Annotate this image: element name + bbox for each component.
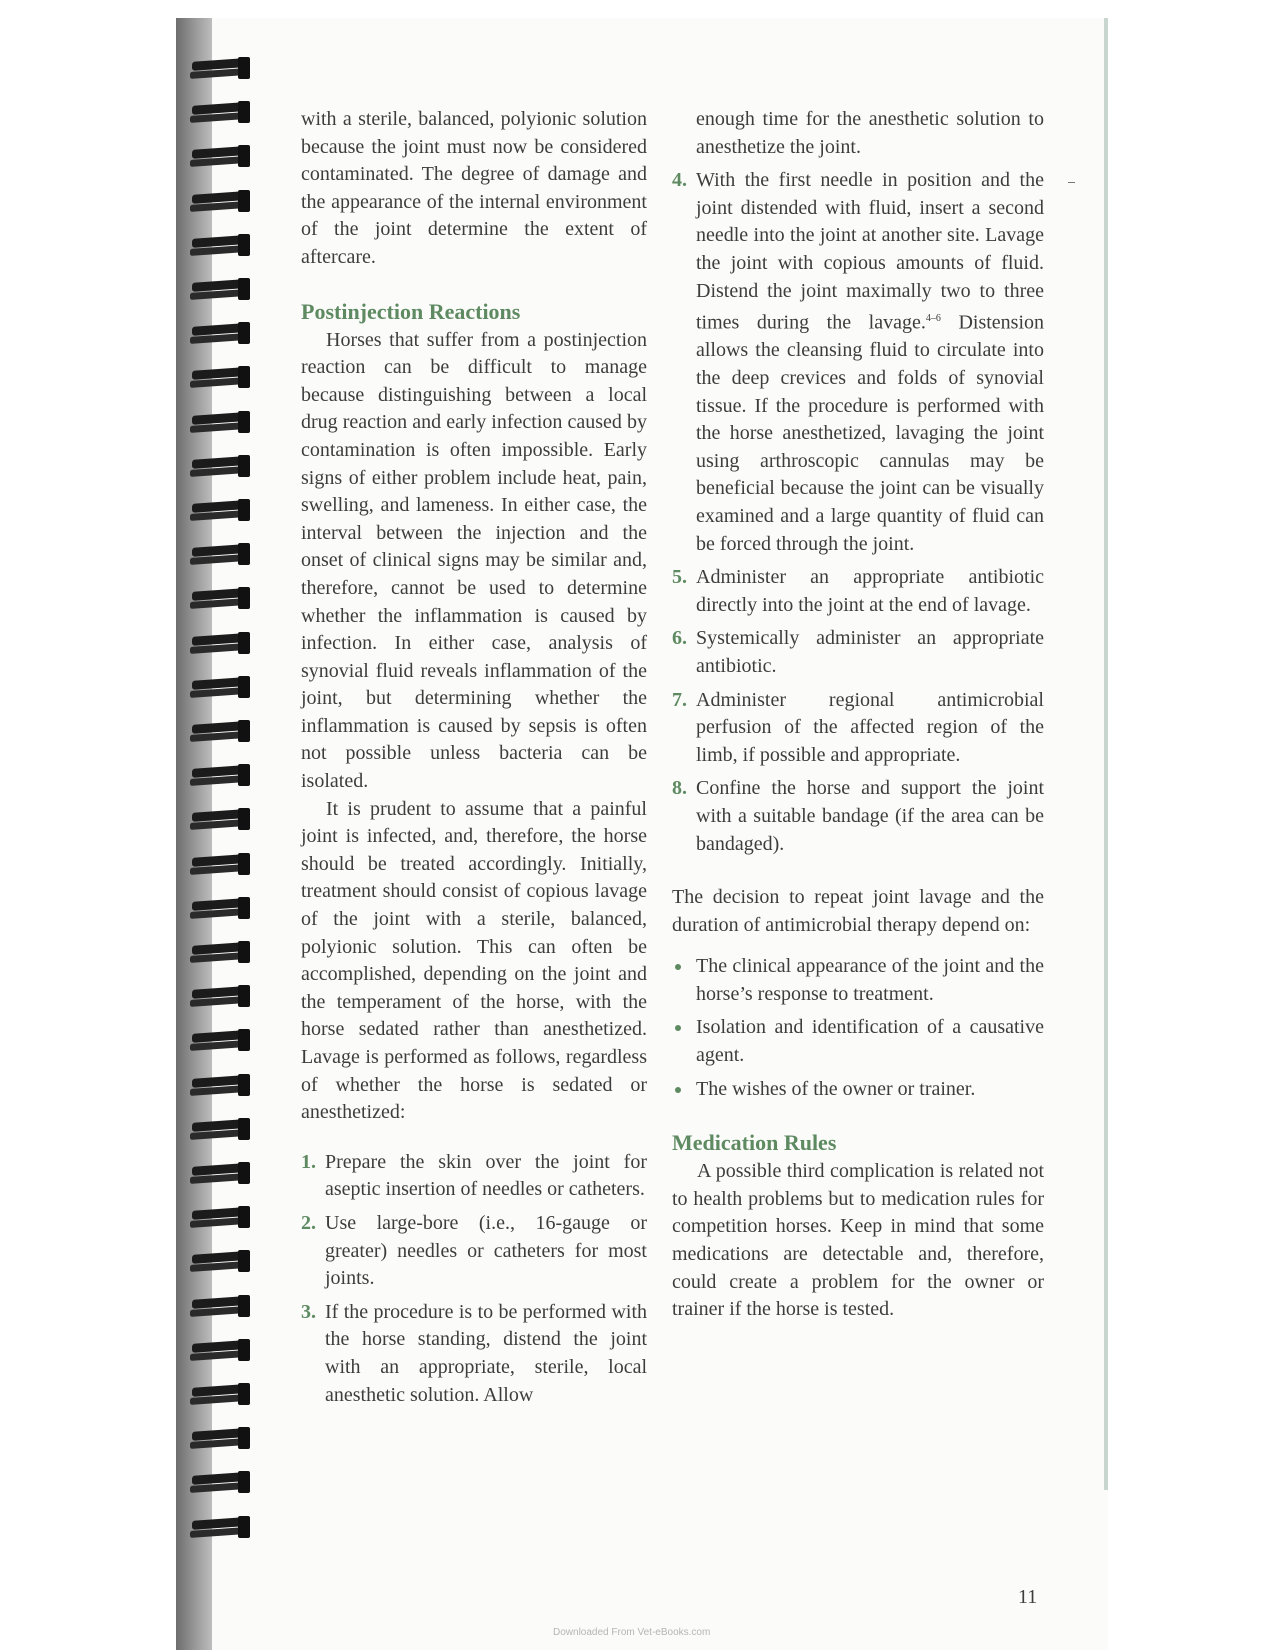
step-number: 4.	[672, 169, 687, 192]
binding-coil	[182, 143, 254, 169]
list-item	[672, 1076, 1044, 1104]
binding-coil	[182, 983, 254, 1009]
paragraph-prudent: It is prudent to assume that a painful joint is infected, and, therefore, the horse should be treated accordingly. Initially, treatment should consist of copious lavage of the joint with a sterile, balanced, polyionic solution. This can often be accomplished, depending on the joint and the temperament of the horse, with the horse sedated rather than anesthetized. Lavage is performed as follows, regardless of whether the horse is sedated or anesthetized:	[301, 797, 647, 1124]
binding-coil	[182, 1116, 254, 1142]
paragraph-decision: The decision to repeat joint lavage and the duration of antimicrobial therapy depend on:	[672, 886, 1044, 936]
step-text: Use large-bore (i.e., 16-gauge or greater) needles or catheters for most joints.	[325, 1211, 647, 1290]
list-item	[301, 1299, 647, 1409]
list-item	[672, 953, 1044, 1008]
list-item	[672, 775, 1044, 858]
bullet-icon	[675, 964, 681, 970]
bullet-icon	[675, 1025, 681, 1031]
list-item	[301, 1149, 647, 1204]
bullet-text: The clinical appearance of the joint and the horse’s response to treatment.	[696, 955, 1044, 1005]
binding-coil	[182, 1160, 254, 1186]
bullet-text: Isolation and identification of a causative agent.	[696, 1016, 1044, 1067]
list-item	[301, 1210, 647, 1293]
step-text: With the first needle in position and the joint distended with fluid, insert a second needle into the joint at another site. Lavage the joint with copious amounts of fluid. Distend the joint maximally two to three times during the lavage.	[696, 169, 1044, 334]
step-number: 1.	[301, 1150, 316, 1173]
paragraph-medication: A possible third complication is related not to health problems but to medication rules for competition horses. Keep in mind that some medications are detectable and, therefore, could create a problem for the owner or trainer if the horse is tested.	[672, 1160, 1044, 1321]
list-item	[672, 564, 1044, 619]
bullet-icon	[675, 1087, 681, 1093]
binding-coil	[182, 276, 254, 302]
step-text: Distension allows the cleansing fluid to circulate into the deep crevices and folds of synovial tissue. If the procedure is performed with the horse anesthetized, lavaging the joint using arthroscopic cannulas may be beneficial because the joint can be visually examined and a large quantity of fluid can be forced through the joint.	[696, 311, 1044, 555]
binding-coil	[182, 1248, 254, 1274]
binding-coil	[182, 585, 254, 611]
binding-coil	[182, 674, 254, 700]
step-number: 2.	[301, 1211, 316, 1234]
binding-coil	[182, 806, 254, 832]
binding-coil	[182, 1381, 254, 1407]
continued-paragraph: with a sterile, balanced, polyionic solution because the joint must now be considered contaminated. The degree of damage and the appearance of the internal environment of the joint determine the extent of aftercare.	[301, 108, 647, 268]
lavage-steps-list-continued	[672, 167, 1044, 858]
binding-coil	[182, 1425, 254, 1451]
spiral-binding	[176, 55, 256, 1635]
binding-coil	[182, 453, 254, 479]
reference-superscript: 4–6	[925, 313, 941, 325]
heading-postinjection-reactions: Postinjection Reactions	[301, 298, 521, 324]
heading-medication-rules: Medication Rules	[672, 1130, 837, 1156]
binding-coil	[182, 99, 254, 125]
binding-coil	[182, 1469, 254, 1495]
step-number: 5.	[672, 566, 687, 589]
binding-coil	[182, 762, 254, 788]
list-item	[672, 167, 1044, 558]
step3-continuation: enough time for the anesthetic solution to anesthetize the joint.	[696, 108, 1044, 158]
binding-coil	[182, 851, 254, 877]
step-text: Administer an appropriate antibiotic directly into the joint at the end of lavage.	[696, 566, 1044, 616]
binding-coil	[182, 630, 254, 656]
watermark-text: Downloaded From Vet-eBooks.com	[553, 1627, 711, 1638]
step-text: Administer regional antimicrobial perfusion of the affected region of the limb, if possible and appropriate.	[696, 688, 1044, 766]
bullet-list	[672, 953, 1044, 1103]
binding-coil	[182, 718, 254, 744]
left-column	[301, 106, 647, 1415]
binding-coil	[182, 1027, 254, 1053]
binding-coil	[182, 541, 254, 567]
step-number: 7.	[672, 688, 687, 711]
page-number: 11	[1018, 1586, 1038, 1608]
paragraph-postinjection: Horses that suffer from a postinjection reaction can be difficult to manage because distinguishing between a local drug reaction and early infection caused by contamination is often impossible. Early signs of either problem include heat, pain, swelling, and lameness. In either case, the interval between the injection and the onset of clinical signs may be similar and, therefore, cannot be used to determine whether the inflammation is caused by infection. In either case, analysis of synovial fluid reveals inflammation of the joint, but determining whether the inflammation is caused by sepsis is often not possible unless bacteria can be isolated.	[301, 328, 647, 793]
step-text: Confine the horse and support the joint with a suitable bandage (if the area can be bandaged).	[696, 777, 1044, 855]
binding-coil	[182, 232, 254, 258]
binding-coil	[182, 1293, 254, 1319]
binding-coil	[182, 939, 254, 965]
binding-coil	[182, 1204, 254, 1230]
lavage-steps-list	[301, 1149, 647, 1409]
binding-coil	[182, 895, 254, 921]
step-text: If the procedure is to be performed with the horse standing, distend the joint with an appropriate, sterile, local anesthetic solution. Allow	[325, 1300, 647, 1406]
binding-coil	[182, 409, 254, 435]
binding-coil	[182, 1337, 254, 1363]
right-column	[672, 106, 1044, 1324]
binding-coil	[182, 1514, 254, 1540]
binding-coil	[182, 1072, 254, 1098]
binding-coil	[182, 364, 254, 390]
list-item	[672, 625, 1044, 680]
step-text: Prepare the skin over the joint for aseptic insertion of needles or catheters.	[325, 1150, 647, 1201]
binding-coil	[182, 497, 254, 523]
margin-mark	[1068, 182, 1075, 183]
list-item	[672, 1014, 1044, 1069]
binding-coil	[182, 320, 254, 346]
step-number: 3.	[301, 1300, 316, 1323]
step-number: 6.	[672, 627, 687, 650]
page-right-edge	[1104, 18, 1108, 1490]
step-number: 8.	[672, 777, 687, 800]
step-text: Systemically administer an appropriate antibiotic.	[696, 627, 1044, 677]
binding-coil	[182, 55, 254, 81]
list-item	[672, 687, 1044, 770]
binding-coil	[182, 188, 254, 214]
bullet-text: The wishes of the owner or trainer.	[696, 1077, 976, 1100]
